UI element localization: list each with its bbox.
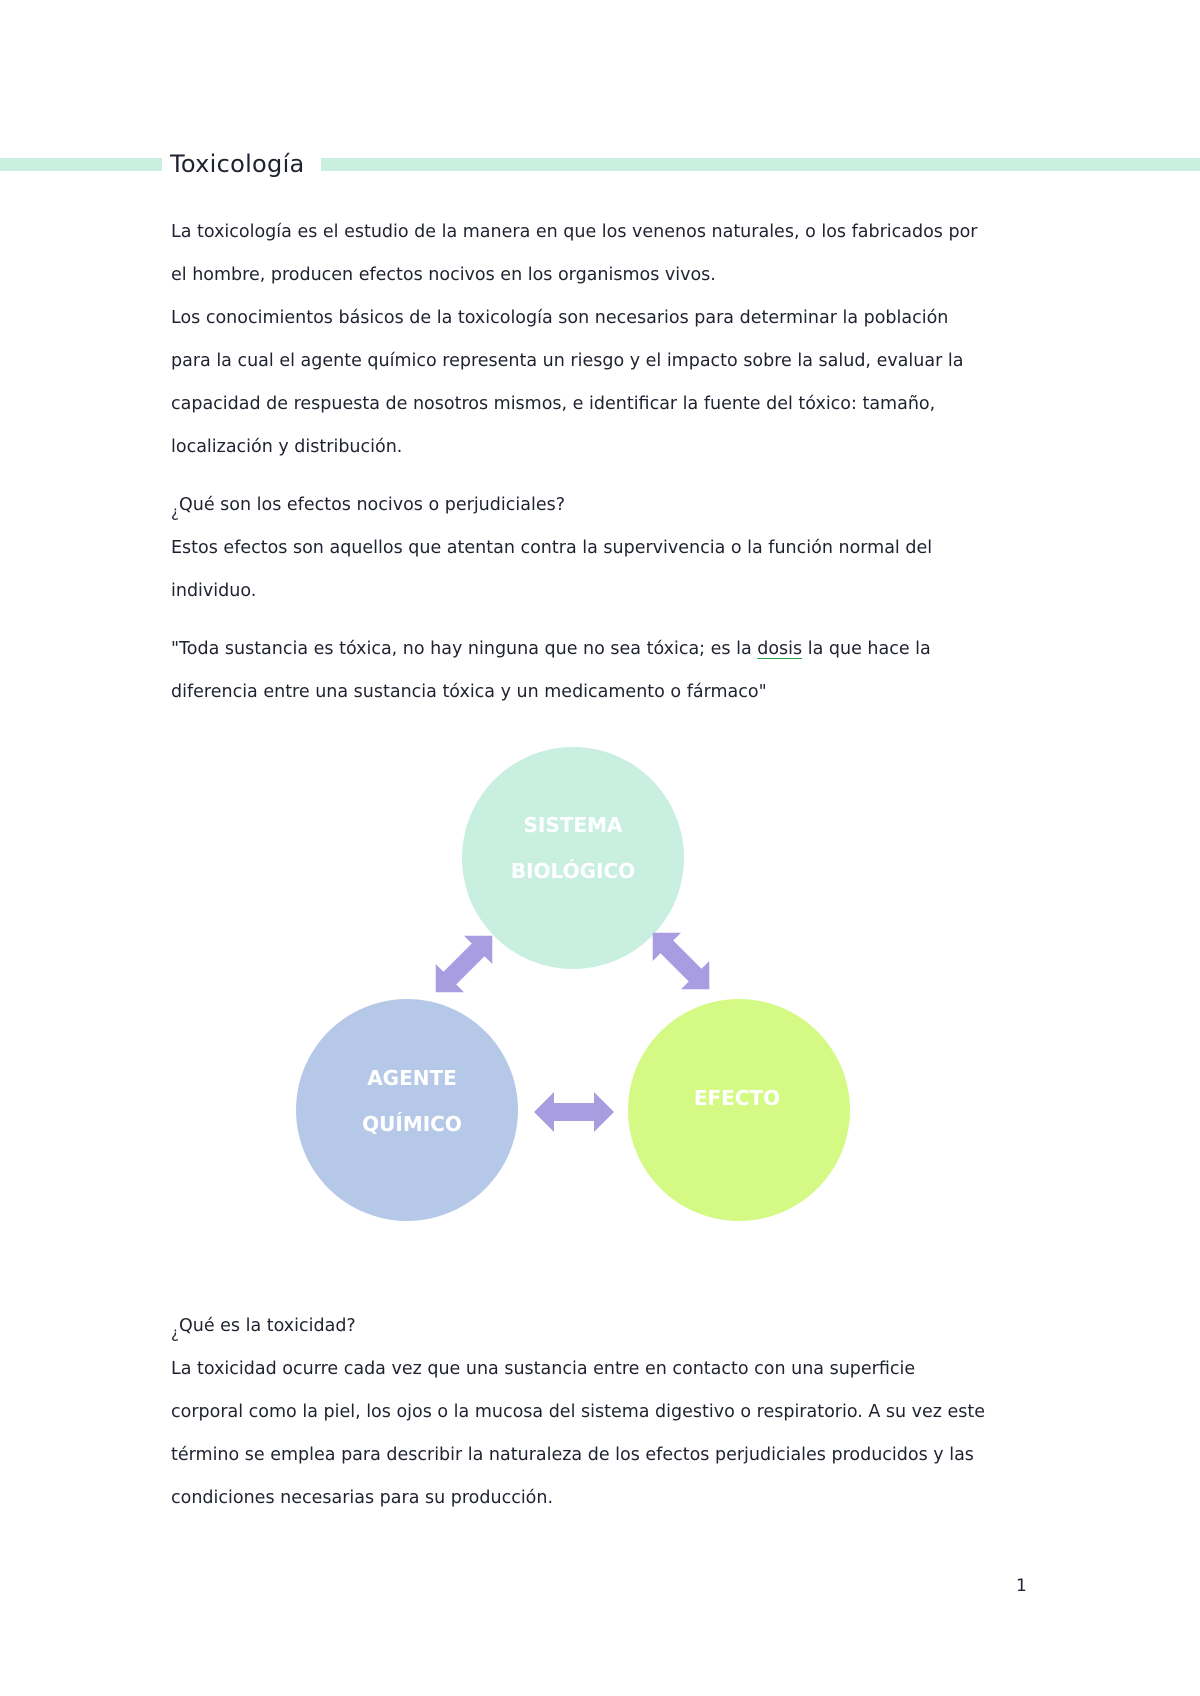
quote-line-1-end: la que hace la bbox=[802, 639, 931, 659]
quote-line-1-start: "Toda sustancia es tóxica, no hay ninguna que no sea tóxica; es la bbox=[171, 639, 758, 659]
question-2 bbox=[171, 1305, 1051, 1348]
question-1 bbox=[171, 484, 1051, 527]
double-arrow-icon bbox=[534, 1092, 614, 1132]
answer-1-line-1: Estos efectos son aquellos que atentan contra la supervivencia o la función normal del bbox=[171, 538, 933, 558]
intro-line-1: La toxicología es el estudio de la manera en que los venenos naturales, o los fabricados por bbox=[171, 222, 978, 242]
circle-sistema-biologico bbox=[462, 747, 684, 969]
paragraph-2-line-1: Los conocimientos básicos de la toxicología son necesarios para determinar la población bbox=[171, 308, 949, 328]
quote-line-2: diferencia entre una sustancia tóxica y un medicamento o fármaco" bbox=[171, 682, 767, 702]
answer-2-line-4: condiciones necesarias para su producción. bbox=[171, 1488, 554, 1508]
paragraph-2-line-4: localización y distribución. bbox=[171, 437, 403, 457]
paragraph-2-line-2: para la cual el agente químico representa un riesgo y el impacto sobre la salud, evaluar la bbox=[171, 351, 964, 371]
label-sistema-line-2: BIOLÓGICO bbox=[510, 859, 636, 883]
title-decoration-right bbox=[321, 158, 1200, 171]
label-agente-line-1: AGENTE bbox=[367, 1066, 457, 1090]
label-agente-line-2: QUÍMICO bbox=[362, 1112, 462, 1136]
question-2-mark: ¿ bbox=[171, 1324, 179, 1342]
answer-2-line-3: término se emplea para describir la naturaleza de los efectos perjudiciales producidos y las bbox=[171, 1445, 974, 1465]
toxicology-triad-diagram bbox=[290, 740, 870, 1230]
answer-2-line-1: La toxicidad ocurre cada vez que una sustancia entre en contacto con una superficie bbox=[171, 1359, 916, 1379]
intro-line-2: el hombre, producen efectos nocivos en los organismos vivos. bbox=[171, 265, 716, 285]
title-decoration-left bbox=[0, 158, 162, 171]
label-sistema-line-1: SISTEMA bbox=[523, 813, 623, 837]
question-1-text: Qué son los efectos nocivos o perjudiciales? bbox=[178, 495, 565, 515]
question-1-mark: ¿ bbox=[171, 503, 179, 521]
circle-efecto bbox=[628, 999, 850, 1221]
page-number: 1 bbox=[1016, 1576, 1027, 1596]
document-title: Toxicología bbox=[170, 150, 305, 178]
answer-1-line-2: individuo. bbox=[171, 581, 257, 601]
paragraph-2-line-3: capacidad de respuesta de nosotros mismos, e identificar la fuente del tóxico: tamaño, bbox=[171, 394, 936, 414]
circle-agente-quimico bbox=[296, 999, 518, 1221]
quote-line-1 bbox=[171, 628, 1051, 671]
answer-2-line-2: corporal como la piel, los ojos o la mucosa del sistema digestivo o respiratorio. A su vez este bbox=[171, 1402, 986, 1422]
question-2-text: Qué es la toxicidad? bbox=[178, 1316, 356, 1336]
label-efecto: EFECTO bbox=[693, 1086, 781, 1110]
quote-dosis-word: dosis bbox=[757, 639, 803, 659]
